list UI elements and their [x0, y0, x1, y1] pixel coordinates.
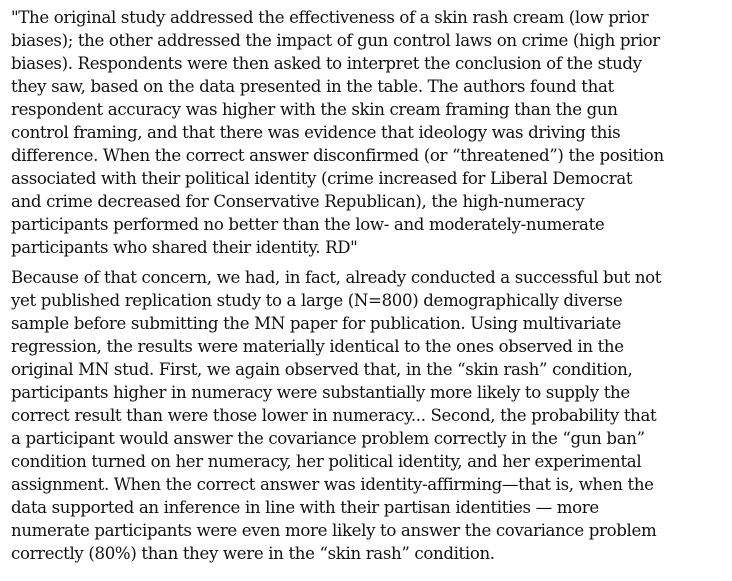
text-line: participants performed no better than the low- and moderately-numerate [11, 215, 605, 234]
text-line: regression, the results were materially identical to the ones observed in the [11, 337, 624, 356]
text-line: correct result than were those lower in numeracy... Second, the probability that [11, 406, 657, 425]
text-line: difference. When the correct answer disconfirmed (or “threatened”) the position [11, 146, 664, 165]
document-body [11, 6, 727, 565]
text-line: respondent accuracy was higher with the skin cream framing than the gun [11, 100, 618, 119]
text-line: biases); the other addressed the impact of gun control laws on crime (high prior [11, 31, 660, 50]
text-line: participants higher in numeracy were substantially more likely to supply the [11, 383, 630, 402]
text-line: original MN stud. First, we again observed that, in the “skin rash” condition, [11, 360, 633, 379]
text-line: condition turned on her numeracy, her political identity, and her experimental [11, 452, 642, 471]
text-line: data supported an inference in line with their partisan identities — more [11, 498, 599, 517]
text-line: associated with their political identity (crime increased for Liberal Democrat [11, 169, 633, 188]
response-paragraph [11, 266, 727, 565]
text-line: Because of that concern, we had, in fact, already conducted a successful but not [11, 268, 662, 287]
text-line: yet published replication study to a large (N=800) demographically diverse [11, 291, 623, 310]
text-line: they saw, based on the data presented in the table. The authors found that [11, 77, 614, 96]
text-line: "The original study addressed the effectiveness of a skin rash cream (low prior [11, 8, 649, 27]
text-line: biases). Respondents were then asked to interpret the conclusion of the study [11, 54, 642, 73]
text-line: control framing, and that there was evidence that ideology was driving this [11, 123, 621, 142]
text-line: participants who shared their identity. RD" [11, 238, 358, 257]
text-line: a participant would answer the covariance problem correctly in the “gun ban” [11, 429, 645, 448]
quoted-paragraph [11, 6, 727, 259]
text-line: numerate participants were even more likely to answer the covariance problem [11, 521, 657, 540]
text-line: correctly (80%) than they were in the “skin rash” condition. [11, 544, 495, 563]
text-line: sample before submitting the MN paper for publication. Using multivariate [11, 314, 621, 333]
text-line: assignment. When the correct answer was identity-affirming—that is, when the [11, 475, 654, 494]
text-line: and crime decreased for Conservative Republican), the high-numeracy [11, 192, 585, 211]
